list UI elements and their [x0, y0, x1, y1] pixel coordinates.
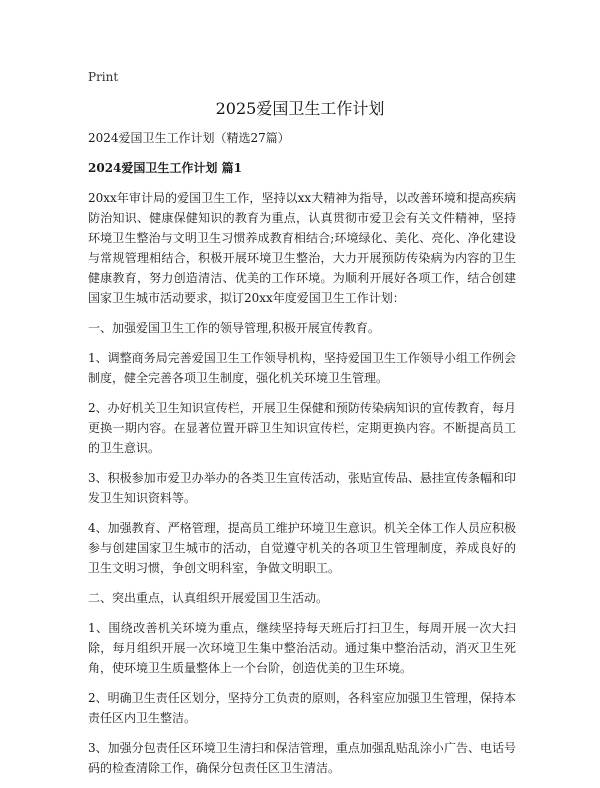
document-subtitle: 2024爱国卫生工作计划（精选27篇） [88, 131, 290, 145]
paragraph-item: 3、加强分包责任区环境卫生清扫和保洁管理，重点加强乱贴乱涂小广告、电话号码的检查清除工作，确保分包责任区卫生清洁。 [88, 741, 516, 775]
page-title: 2025爱国卫生工作计划 [215, 99, 385, 118]
paragraph-heading-2: 二、突出重点，认真组织开展爱国卫生活动。 [88, 591, 329, 605]
paragraph-item: 1、围绕改善机关环境为重点，继续坚持每天班后打扫卫生，每周开展一次大扫除，每月组织开展一次环境卫生集中整治活动。通过集中整治活动，消灭卫生死角，使环境卫生质量整体上一个台阶，创造优美的卫生环境。 [88, 621, 516, 675]
paragraph-item: 4、加强教育、严格管理，提高员工维护环境卫生意识。机关全体工作人员应积极参与创建国家卫生城市的活动，自觉遵守机关的各项卫生管理制度，养成良好的卫生文明习惯，争创文明科室，争做文明职工。 [88, 521, 516, 575]
paragraph-intro: 20xx年审计局的爱国卫生工作，坚持以xx大精神为指导，以改善环境和提高疾病防治知识、健康保健知识的教育为重点，认真贯彻市爱卫会有关文件精神，坚持环境卫生整治与文明卫生习惯养成教育相结合;环境绿化、美化、亮化、净化建设与常规管理相结合，积极开展环境卫生整治，大力开展预防传染病为内容的卫生健康教育，努力创造清洁、优美的工作环境。为顺利开展好各项工作，结合创建国家卫生城市活动要求，拟订20xx年度爱国卫生工作计划： [88, 191, 516, 305]
paragraph-item: 2、明确卫生责任区划分，坚持分工负责的原则，各科室应加强卫生管理，保持本责任区内卫生整洁。 [88, 691, 516, 725]
print-link[interactable]: Print [88, 70, 119, 84]
document-body [88, 128, 516, 788]
paragraph-heading-1: 一、加强爱国卫生工作的领导管理,积极开展宣传教育。 [88, 321, 380, 335]
paragraph-item: 1、调整商务局完善爱国卫生工作领导机构，坚持爱国卫生工作领导小组工作例会制度，健全完善各项卫生制度，强化机关环境卫生管理。 [88, 351, 516, 385]
paragraph-item: 3、积极参加市爱卫办举办的各类卫生宣传活动，张贴宣传品、悬挂宣传条幅和印发卫生知识资料等。 [88, 471, 516, 505]
section-heading: 2024爱国卫生工作计划 篇1 [88, 161, 242, 175]
paragraph-item: 2、办好机关卫生知识宣传栏，开展卫生保健和预防传染病知识的宣传教育，每月更换一期内容。在显著位置开辟卫生知识宣传栏，定期更换内容。不断提高员工的卫生意识。 [88, 401, 516, 455]
